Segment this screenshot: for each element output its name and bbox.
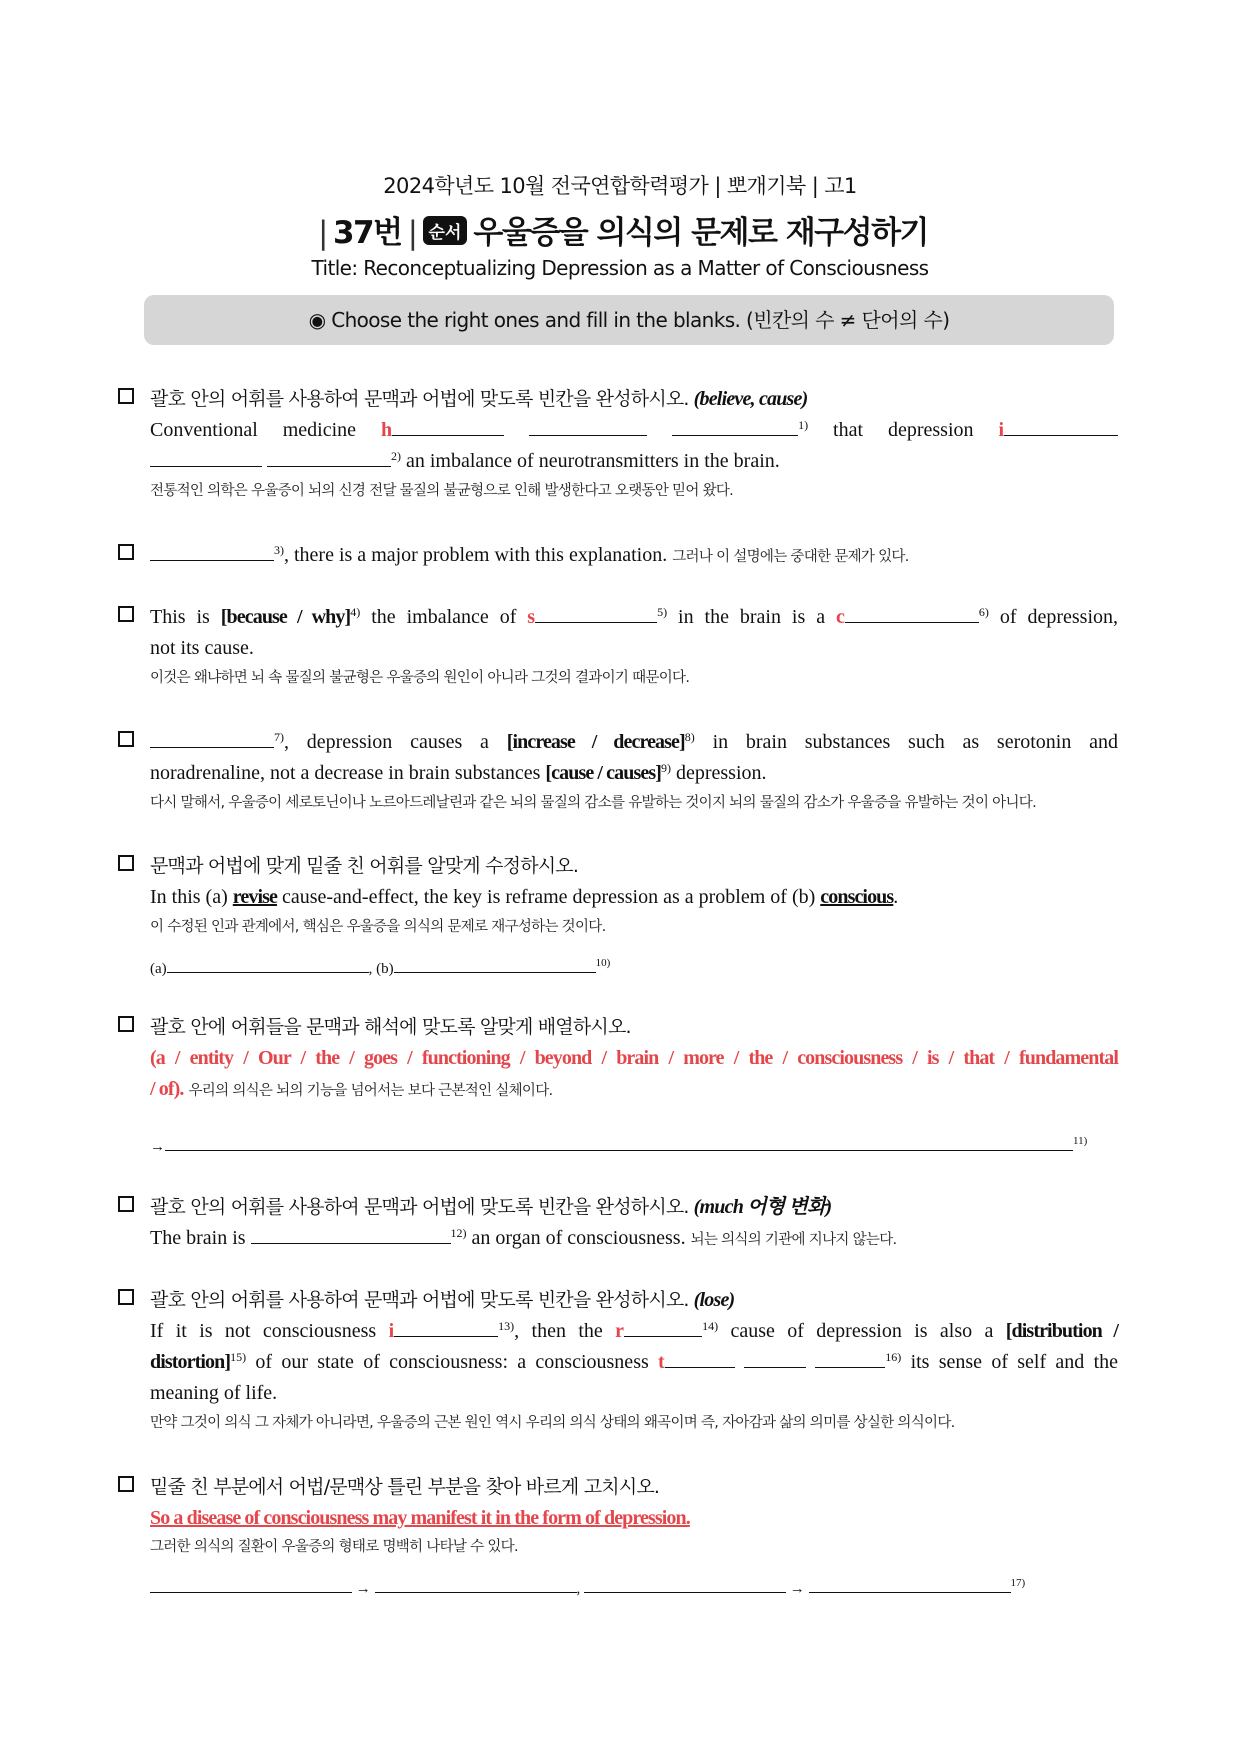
checkbox-icon[interactable] [118,855,134,871]
choice-bracket[interactable]: [because / why] [220,606,351,628]
korean-translation: 전통적인 의학은 우울증이 뇌의 신경 전달 물질의 불균형으로 인해 발생한다고 오랫동안 믿어 왔다. [150,483,734,499]
question-text: noradrenaline, not a decrease in brain substances [cause / causes]$^{9)}$ depression. [150,761,767,784]
korean-translation: 우리의 의식은 뇌의 기능을 넘어서는 보다 근본적인 실체이다. [188,1083,553,1099]
korean-translation: 만약 그것이 의식 그 자체가 아니라면, 우울증의 근본 원인 역시 우리의 의식 상태의 왜곡이며 즉, 자아감과 삶의 의미를 상실한 의식이다. [150,1415,955,1431]
hint: (much 어형 변화) [693,1196,832,1218]
answer-blank[interactable] [1004,417,1118,436]
checkbox-icon[interactable] [118,606,134,622]
answer-blank[interactable] [809,1578,1011,1593]
word-bank: (a / entity / Our / the / goes / functioning / beyond / brain / more / the / consciousness / is / that / fundamental [150,1047,1118,1069]
underlined-word: conscious [820,886,894,908]
checkbox-icon[interactable] [118,1289,134,1305]
answer-blank[interactable] [392,417,504,436]
hint: (lose) [693,1289,735,1311]
exam-info: 2024학년도 10월 전국연합학력평가 | 뽀개기북 | 고1 [383,174,857,198]
answer-blank[interactable] [150,542,274,561]
korean-translation: 다시 말해서, 우울증이 세로토닌이나 노르아드레날린과 같은 뇌의 물질의 감소를 유발하는 것이지 뇌의 물질의 감소가 우울증을 유발하는 것이 아니다. [150,795,1036,811]
checkbox-icon[interactable] [118,1476,134,1492]
checkbox-icon[interactable] [118,1196,134,1212]
question-block-6 [118,1012,1128,1161]
english-title: Title: Reconceptualizing Depression as a Matter of Consciousness [311,256,929,280]
question-text: $^{3)}$, there is a major problem with this explanation. 그러나 이 설명에는 중대한 문제가 있다. [150,540,1118,573]
answer-blank-b[interactable] [394,958,596,973]
divider: | [407,215,417,251]
question-text: distortion]$^{15)}$ of our state of consciousness: a consciousness t $^{16)}$ its sense of self and the [150,1350,1119,1373]
question-text: Conventional medicine h $^{1)}$ that depression i [150,415,1118,446]
answer-blank[interactable] [744,1349,806,1368]
answer-line: (a) , (b) $^{10)}$ [150,957,611,977]
question-prompt: 문맥과 어법에 맞게 밑줄 친 어휘를 알맞게 수정하시오. [150,855,579,877]
answer-blank[interactable] [815,1349,885,1368]
question-prompt: 괄호 안에 어휘들을 문맥과 해석에 맞도록 알맞게 배열하시오. [150,1016,631,1038]
question-text: $^{2)}$ an imbalance of neurotransmitters in the brain. [150,446,1118,477]
answer-blank[interactable] [665,1349,735,1368]
question-text: not its cause. [150,637,254,659]
choice-bracket[interactable]: [cause / causes] [545,762,661,784]
question-text: This is [because / why]$^{4)}$ the imbalance of s $^{5)}$ in the brain is a c $^{6)}$ of depression, [150,605,1118,628]
answer-blank[interactable] [394,1318,498,1337]
error-sentence: So a disease of consciousness may manifest it in the form of depression. [150,1507,690,1529]
underlined-word: revise [232,886,277,908]
question-prompt: 밑줄 친 부분에서 어법/문맥상 틀린 부분을 찾아 바르게 고치시오. [150,1476,660,1498]
instruction-banner: ◉ Choose the right ones and fill in the blanks. (빈칸의 수 ≠ 단어의 수) [144,295,1114,345]
hint: (believe, cause) [693,388,808,410]
korean-translation: 그러나 이 설명에는 중대한 문제가 있다. [672,549,909,565]
question-text: The brain is $^{12)}$ an organ of consciousness. 뇌는 의식의 기관에 지나지 않는다. [150,1226,897,1249]
question-block-2 [118,540,1128,573]
answer-blank[interactable] [529,417,647,436]
question-block-8 [118,1285,1128,1437]
question-text: In this (a) revise cause-and-effect, the key is reframe depression as a problem of (b) conscious. [150,886,899,908]
korean-title: 우울증을 의식의 문제로 재구성하기 [473,215,928,251]
answer-blank[interactable] [584,1578,786,1593]
choice-bracket[interactable]: [distribution / [1005,1320,1119,1342]
answer-blank[interactable] [150,448,262,467]
checkbox-icon[interactable] [118,1016,134,1032]
question-block-3 [118,602,1128,692]
korean-translation: 뇌는 의식의 기관에 지나지 않는다. [690,1232,897,1248]
answer-blank[interactable] [267,448,391,467]
question-number: 37번 [332,215,402,251]
choice-bracket[interactable]: distortion] [150,1351,231,1373]
answer-blank[interactable] [845,604,979,623]
question-block-1 [118,384,1128,505]
answer-blank[interactable] [150,729,274,748]
divider: | [318,215,327,251]
question-text: meaning of life. [150,1382,278,1404]
answer-line: → $^{11)}$ [150,1135,1088,1155]
answer-line: → , → $^{17)}$ [150,1575,1118,1603]
question-block-4 [118,727,1128,817]
type-badge: 순서 [423,216,468,245]
question-text: $^{7)}$, depression causes a [increase / decrease]$^{8)}$ in brain substances such as serotonin and [150,727,1118,758]
checkbox-icon[interactable] [118,544,134,560]
answer-blank[interactable] [535,604,657,623]
checkbox-icon[interactable] [118,388,134,404]
answer-blank[interactable] [165,1136,1073,1151]
word-bank-end: / of). 우리의 의식은 뇌의 기능을 넘어서는 보다 근본적인 실체이다. [150,1078,553,1100]
question-block-9 [118,1472,1128,1603]
answer-blank[interactable] [624,1318,702,1337]
question-prompt: 괄호 안의 어휘를 사용하여 문맥과 어법에 맞도록 빈칸을 완성하시오. (lose) [150,1289,735,1311]
answer-blank[interactable] [150,1578,352,1593]
answer-blank[interactable] [672,417,798,436]
korean-translation: 이 수정된 인과 관계에서, 핵심은 우울증을 의식의 문제로 재구성하는 것이다. [150,919,606,935]
checkbox-icon[interactable] [118,731,134,747]
choice-bracket[interactable]: [increase / decrease] [506,731,685,753]
page-title [0,207,1240,252]
answer-blank[interactable] [375,1578,577,1593]
question-prompt: 괄호 안의 어휘를 사용하여 문맥과 어법에 맞도록 빈칸을 완성하시오. (much 어형 변화) [150,1196,832,1218]
answer-blank-a[interactable] [167,958,369,973]
question-block-5 [118,851,1128,983]
korean-translation: 그러한 의식의 질환이 우울증의 형태로 명백히 나타날 수 있다. [150,1539,518,1555]
question-text: If it is not consciousness i $^{13)}$, then the r $^{14)}$ cause of depression is also a [distribution / [150,1319,1119,1342]
question-block-7 [118,1192,1128,1256]
answer-blank[interactable] [251,1225,451,1244]
question-prompt: 괄호 안의 어휘를 사용하여 문맥과 어법에 맞도록 빈칸을 완성하시오. (believe, cause) [150,388,808,410]
korean-translation: 이것은 왜냐하면 뇌 속 물질의 불균형은 우울증의 원인이 아니라 그것의 결과이기 때문이다. [150,670,690,686]
